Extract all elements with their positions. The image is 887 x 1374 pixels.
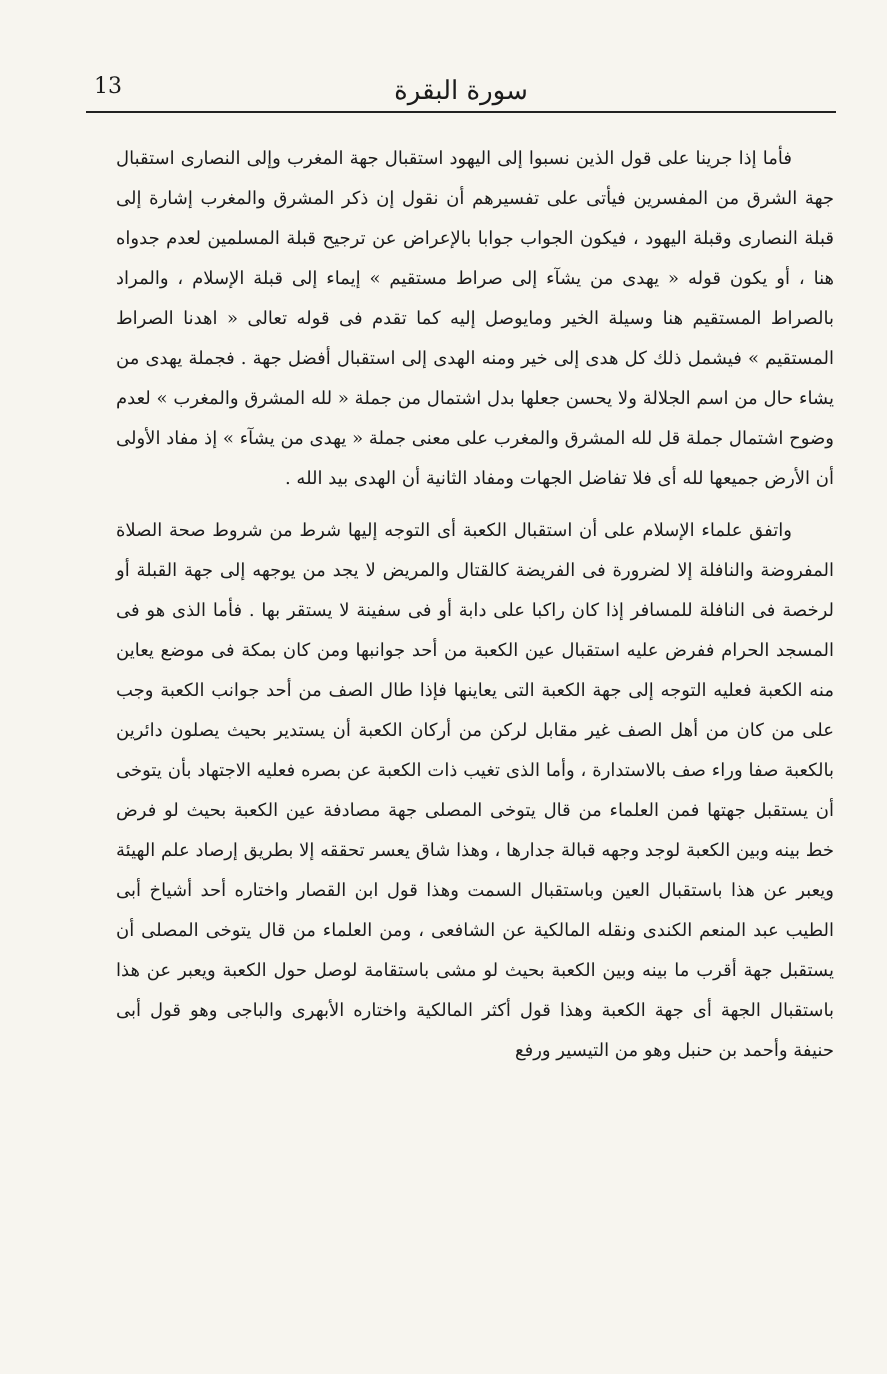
page-title: سورة البقرة <box>394 76 528 106</box>
paragraph-2: واتفق علماء الإسلام على أن استقبال الكعبة أى التوجه إليها شرط من شروط صحة الصلاة المفروضة والنافلة إلا لضرورة فى الفريضة كالقتال والمريض لا يجد من يوجهه إلى جهة القبلة أو لرخصة فى النافلة للمسافر إذا كان راكبا على دابة أو فى سفينة لا يستقر بها . فأما الذى هو فى المسجد الحرام ففرض عليه استقبال عين الكعبة من أحد جوانبها ومن كان بمكة فى موضع يعاين منه الكعبة فعليه التوجه إلى جهة الكعبة التى يعاينها فإذا طال الصف من أحد جوانب الكعبة وجب على من كان من أهل الصف غير مقابل لركن من أركان الكعبة أن يستدير بحيث يصلون دائرين بالكعبة صفا وراء صف بالاستدارة ، وأما الذى تغيب ذات الكعبة عن بصره فعليه الاجتهاد بأن يتوخى أن يستقبل جهتها فمن العلماء من قال يتوخى المصلى جهة مصادفة عين الكعبة بحيث لو فرض خط بينه وبين الكعبة لوجد وجهه قبالة جدارها ، وهذا شاق يعسر تحققه إلا بطريق إرصاد علم الهيئة ويعبر عن هذا باستقبال العين وباستقبال السمت وهذا قول ابن القصار واختاره أحد أشياخ أبى الطيب عبد المنعم الكندى ونقله المالكية عن الشافعى ، ومن العلماء من قال يتوخى المصلى أن يستقبل جهة أقرب ما بينه وبين الكعبة بحيث لو مشى باستقامة لوصل حول الكعبة ويعبر عن هذا باستقبال الجهة أى جهة الكعبة وهذا قول أكثر المالكية واختاره الأبهرى والباجى وهو قول أبى حنيفة وأحمد بن حنبل وهو من التيسير ورفع <box>116 520 834 1061</box>
page-header <box>86 58 836 114</box>
paragraph-1: فأما إذا جرينا على قول الذين نسبوا إلى اليهود استقبال جهة المغرب وإلى النصارى استقبال جهة الشرق من المفسرين فيأتى على تفسيرهم أن نقول إن ذكر المشرق والمغرب إشارة إلى قبلة النصارى وقبلة اليهود ، فيكون الجواب جوابا بالإعراض عن ترجيح قبلة المسلمين لعدم جدواه هنا ، أو يكون قوله « يهدى من يشآء إلى صراط مستقيم » إيماء إلى قبلة الإسلام ، والمراد بالصراط المستقيم هنا وسيلة الخير ومايوصل إليه كما تقدم فى قوله تعالى « اهدنا الصراط المستقيم » فيشمل ذلك كل هدى إلى خير ومنه الهدى إلى استقبال أفضل جهة . فجملة يهدى من يشاء حال من اسم الجلالة ولا يحسن جعلها بدل اشتمال من جملة « لله المشرق والمغرب » لعدم وضوح اشتمال جملة قل لله المشرق والمغرب على معنى جملة « يهدى من يشآء » إذ مفاد الأولى أن الأرض جميعها لله أى فلا تفاضل الجهات ومفاد الثانية أن الهدى بيد الله . <box>116 148 834 489</box>
page-number: 13 <box>94 74 122 99</box>
header-divider <box>86 111 836 113</box>
page-body <box>116 139 834 1071</box>
